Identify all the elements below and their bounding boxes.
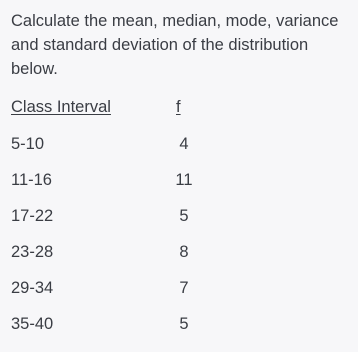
class-interval-cell: 17-22 bbox=[11, 207, 54, 225]
frequency-header: f bbox=[176, 98, 181, 116]
class-interval-cell: 23-28 bbox=[11, 243, 54, 261]
question-text: Calculate the mean, median, mode, variance and standard deviation of the distribution below. bbox=[11, 12, 339, 78]
frequency-cell: 5 bbox=[179, 315, 189, 333]
frequency-cell: 7 bbox=[179, 279, 189, 297]
table-row bbox=[0, 279, 358, 315]
class-interval-cell: 29-34 bbox=[11, 279, 54, 297]
table-row bbox=[0, 135, 358, 171]
class-interval-cell: 5-10 bbox=[11, 135, 45, 153]
frequency-cell: 11 bbox=[175, 171, 193, 189]
class-interval-cell: 11-16 bbox=[11, 171, 52, 189]
table-row bbox=[0, 207, 358, 243]
table-row bbox=[0, 171, 358, 207]
table-row bbox=[0, 243, 358, 279]
frequency-cell: 4 bbox=[179, 135, 189, 153]
frequency-table bbox=[0, 135, 358, 351]
frequency-cell: 8 bbox=[179, 243, 189, 261]
table-row bbox=[0, 315, 358, 351]
frequency-cell: 5 bbox=[179, 207, 189, 225]
class-interval-cell: 35-40 bbox=[11, 315, 54, 333]
class-interval-header: Class Interval bbox=[11, 98, 111, 116]
